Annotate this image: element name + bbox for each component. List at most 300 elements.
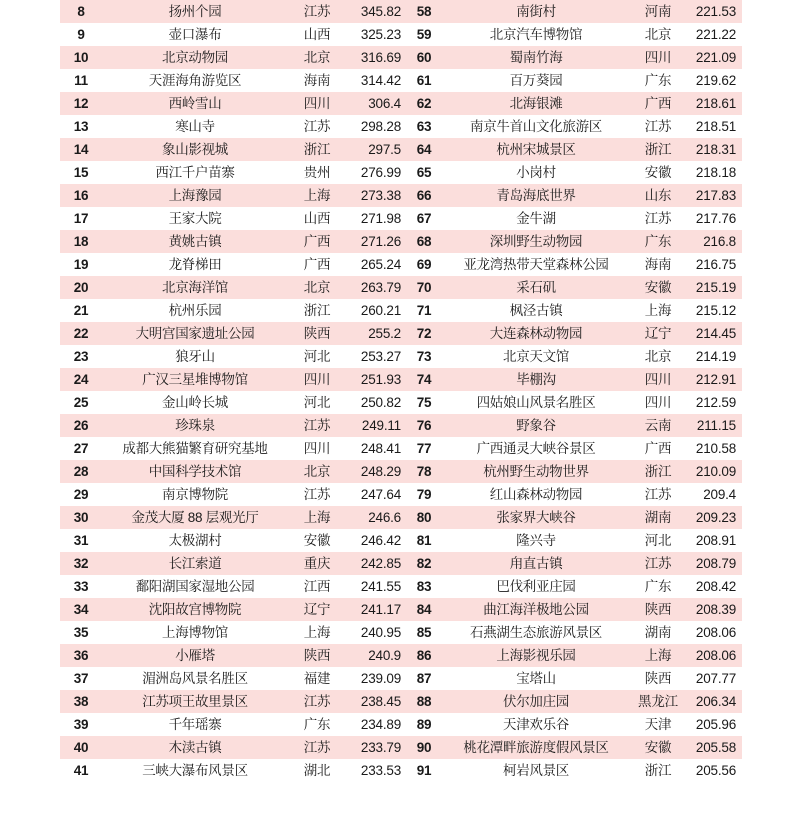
province-cell: 广东: [629, 230, 687, 253]
rank-cell: 31: [60, 529, 102, 552]
attraction-name-cell: 上海影视乐园: [443, 644, 629, 667]
table-row: [60, 391, 742, 414]
attraction-name-cell: 柯岩风景区: [443, 759, 629, 782]
attraction-name-cell: 扬州个园: [102, 0, 288, 23]
score-value-cell: 241.17: [346, 598, 401, 621]
province-cell: 江苏: [629, 552, 687, 575]
rank-cell: 67: [401, 207, 443, 230]
attraction-name-cell: 金牛湖: [443, 207, 629, 230]
province-cell: 四川: [629, 368, 687, 391]
rank-cell: 17: [60, 207, 102, 230]
rank-cell: 33: [60, 575, 102, 598]
province-cell: 四川: [288, 437, 346, 460]
attraction-name-cell: 壶口瀑布: [102, 23, 288, 46]
table-row: [60, 230, 742, 253]
province-cell: 广东: [288, 713, 346, 736]
province-cell: 江苏: [288, 0, 346, 23]
score-value-cell: 260.21: [346, 299, 401, 322]
attraction-name-cell: 寒山寺: [102, 115, 288, 138]
province-cell: 河北: [288, 345, 346, 368]
attraction-name-cell: 天涯海角游览区: [102, 69, 288, 92]
rank-cell: 35: [60, 621, 102, 644]
score-value-cell: 242.85: [346, 552, 401, 575]
rank-cell: 63: [401, 115, 443, 138]
province-cell: 山西: [288, 207, 346, 230]
rank-cell: 32: [60, 552, 102, 575]
attraction-name-cell: 宝塔山: [443, 667, 629, 690]
table-row: [60, 713, 742, 736]
attraction-name-cell: 天津欢乐谷: [443, 713, 629, 736]
table-row: [60, 460, 742, 483]
attraction-name-cell: 金茂大厦 88 层观光厅: [102, 506, 288, 529]
attraction-name-cell: 北京汽车博物馆: [443, 23, 629, 46]
score-value-cell: 250.82: [346, 391, 401, 414]
attraction-name-cell: 小雁塔: [102, 644, 288, 667]
province-cell: 广西: [288, 253, 346, 276]
rank-cell: 66: [401, 184, 443, 207]
province-cell: 湖南: [629, 621, 687, 644]
attraction-name-cell: 野象谷: [443, 414, 629, 437]
table-row: [60, 529, 742, 552]
table-row: [60, 736, 742, 759]
rank-cell: 40: [60, 736, 102, 759]
rank-cell: 72: [401, 322, 443, 345]
rank-cell: 19: [60, 253, 102, 276]
attraction-name-cell: 小岗村: [443, 161, 629, 184]
attraction-name-cell: 大连森林动物园: [443, 322, 629, 345]
rank-cell: 87: [401, 667, 443, 690]
rank-cell: 9: [60, 23, 102, 46]
attraction-name-cell: 四姑娘山风景名胜区: [443, 391, 629, 414]
score-value-cell: 345.82: [346, 0, 401, 23]
score-value-cell: 208.06: [687, 621, 742, 644]
province-cell: 河北: [629, 529, 687, 552]
score-value-cell: 251.93: [346, 368, 401, 391]
rank-cell: 84: [401, 598, 443, 621]
score-value-cell: 215.12: [687, 299, 742, 322]
score-value-cell: 233.53: [346, 759, 401, 782]
province-cell: 北京: [629, 345, 687, 368]
table-row: [60, 345, 742, 368]
attraction-name-cell: 采石矶: [443, 276, 629, 299]
attraction-name-cell: 南街村: [443, 0, 629, 23]
attraction-name-cell: 青岛海底世界: [443, 184, 629, 207]
attraction-name-cell: 黄姚古镇: [102, 230, 288, 253]
rank-cell: 21: [60, 299, 102, 322]
province-cell: 福建: [288, 667, 346, 690]
table-row: [60, 644, 742, 667]
rank-cell: 58: [401, 0, 443, 23]
province-cell: 安徽: [629, 736, 687, 759]
province-cell: 江苏: [629, 207, 687, 230]
score-value-cell: 206.34: [687, 690, 742, 713]
rank-cell: 61: [401, 69, 443, 92]
province-cell: 四川: [629, 46, 687, 69]
score-value-cell: 218.51: [687, 115, 742, 138]
rank-cell: 24: [60, 368, 102, 391]
score-value-cell: 221.22: [687, 23, 742, 46]
score-value-cell: 221.09: [687, 46, 742, 69]
attraction-name-cell: 桃花潭畔旅游度假风景区: [443, 736, 629, 759]
score-value-cell: 314.42: [346, 69, 401, 92]
rank-cell: 69: [401, 253, 443, 276]
table-row: [60, 207, 742, 230]
attraction-name-cell: 隆兴寺: [443, 529, 629, 552]
score-value-cell: 218.18: [687, 161, 742, 184]
province-cell: 山西: [288, 23, 346, 46]
rank-cell: 36: [60, 644, 102, 667]
ranking-table-body: [60, 0, 742, 782]
table-row: [60, 253, 742, 276]
table-row: [60, 23, 742, 46]
province-cell: 湖北: [288, 759, 346, 782]
province-cell: 江苏: [629, 115, 687, 138]
score-value-cell: 271.26: [346, 230, 401, 253]
score-value-cell: 276.99: [346, 161, 401, 184]
attraction-name-cell: 北京天文馆: [443, 345, 629, 368]
score-value-cell: 205.58: [687, 736, 742, 759]
attraction-name-cell: 张家界大峡谷: [443, 506, 629, 529]
score-value-cell: 263.79: [346, 276, 401, 299]
score-value-cell: 249.11: [346, 414, 401, 437]
attraction-name-cell: 西岭雪山: [102, 92, 288, 115]
score-value-cell: 246.42: [346, 529, 401, 552]
attraction-name-cell: 甪直古镇: [443, 552, 629, 575]
province-cell: 重庆: [288, 552, 346, 575]
attraction-name-cell: 上海博物馆: [102, 621, 288, 644]
rank-cell: 14: [60, 138, 102, 161]
province-cell: 浙江: [629, 759, 687, 782]
province-cell: 广东: [629, 69, 687, 92]
attraction-name-cell: 广汉三星堆博物馆: [102, 368, 288, 391]
attraction-name-cell: 毕棚沟: [443, 368, 629, 391]
score-value-cell: 216.8: [687, 230, 742, 253]
attraction-name-cell: 红山森林动物园: [443, 483, 629, 506]
attraction-name-cell: 北京动物园: [102, 46, 288, 69]
score-value-cell: 233.79: [346, 736, 401, 759]
rank-cell: 13: [60, 115, 102, 138]
rank-cell: 41: [60, 759, 102, 782]
score-value-cell: 218.61: [687, 92, 742, 115]
rank-cell: 75: [401, 391, 443, 414]
attraction-name-cell: 江苏项王故里景区: [102, 690, 288, 713]
attraction-name-cell: 沈阳故宫博物院: [102, 598, 288, 621]
province-cell: 陕西: [288, 644, 346, 667]
attraction-name-cell: 木渎古镇: [102, 736, 288, 759]
table-row: [60, 552, 742, 575]
rank-cell: 12: [60, 92, 102, 115]
rank-cell: 77: [401, 437, 443, 460]
province-cell: 安徽: [288, 529, 346, 552]
rank-cell: 68: [401, 230, 443, 253]
province-cell: 北京: [288, 460, 346, 483]
province-cell: 广东: [629, 575, 687, 598]
rank-cell: 39: [60, 713, 102, 736]
province-cell: 上海: [288, 621, 346, 644]
score-value-cell: 208.91: [687, 529, 742, 552]
rank-cell: 88: [401, 690, 443, 713]
province-cell: 江苏: [288, 115, 346, 138]
score-value-cell: 210.09: [687, 460, 742, 483]
rank-cell: 90: [401, 736, 443, 759]
attraction-name-cell: 曲江海洋极地公园: [443, 598, 629, 621]
rank-cell: 38: [60, 690, 102, 713]
rank-cell: 20: [60, 276, 102, 299]
province-cell: 河北: [288, 391, 346, 414]
attraction-name-cell: 北京海洋馆: [102, 276, 288, 299]
rank-cell: 86: [401, 644, 443, 667]
province-cell: 辽宁: [629, 322, 687, 345]
score-value-cell: 247.64: [346, 483, 401, 506]
rank-cell: 28: [60, 460, 102, 483]
rank-cell: 76: [401, 414, 443, 437]
province-cell: 浙江: [629, 138, 687, 161]
rank-cell: 23: [60, 345, 102, 368]
province-cell: 四川: [629, 391, 687, 414]
rank-cell: 91: [401, 759, 443, 782]
table-row: [60, 322, 742, 345]
province-cell: 江苏: [288, 690, 346, 713]
province-cell: 贵州: [288, 161, 346, 184]
rank-cell: 79: [401, 483, 443, 506]
attraction-name-cell: 太极湖村: [102, 529, 288, 552]
attraction-name-cell: 长江索道: [102, 552, 288, 575]
table-row: [60, 506, 742, 529]
score-value-cell: 207.77: [687, 667, 742, 690]
attraction-name-cell: 南京博物院: [102, 483, 288, 506]
score-value-cell: 273.38: [346, 184, 401, 207]
score-value-cell: 208.06: [687, 644, 742, 667]
score-value-cell: 217.76: [687, 207, 742, 230]
table-row: [60, 621, 742, 644]
table-row: [60, 69, 742, 92]
table-row: [60, 598, 742, 621]
attraction-name-cell: 百万葵园: [443, 69, 629, 92]
province-cell: 陕西: [629, 598, 687, 621]
province-cell: 湖南: [629, 506, 687, 529]
table-row: [60, 299, 742, 322]
province-cell: 江苏: [288, 483, 346, 506]
rank-cell: 16: [60, 184, 102, 207]
rank-cell: 15: [60, 161, 102, 184]
province-cell: 上海: [629, 644, 687, 667]
score-value-cell: 218.31: [687, 138, 742, 161]
province-cell: 天津: [629, 713, 687, 736]
province-cell: 江苏: [288, 736, 346, 759]
rank-cell: 25: [60, 391, 102, 414]
attraction-name-cell: 杭州乐园: [102, 299, 288, 322]
score-value-cell: 306.4: [346, 92, 401, 115]
table-row: [60, 184, 742, 207]
province-cell: 海南: [629, 253, 687, 276]
attraction-name-cell: 杭州宋城景区: [443, 138, 629, 161]
score-value-cell: 205.96: [687, 713, 742, 736]
score-value-cell: 215.19: [687, 276, 742, 299]
rank-cell: 70: [401, 276, 443, 299]
rank-cell: 89: [401, 713, 443, 736]
rank-cell: 62: [401, 92, 443, 115]
rank-cell: 64: [401, 138, 443, 161]
attraction-name-cell: 象山影视城: [102, 138, 288, 161]
table-row: [60, 138, 742, 161]
score-value-cell: 316.69: [346, 46, 401, 69]
province-cell: 海南: [288, 69, 346, 92]
attraction-name-cell: 金山岭长城: [102, 391, 288, 414]
attraction-name-cell: 狼牙山: [102, 345, 288, 368]
province-cell: 上海: [629, 299, 687, 322]
province-cell: 江苏: [629, 483, 687, 506]
attraction-name-cell: 北海银滩: [443, 92, 629, 115]
score-value-cell: 214.19: [687, 345, 742, 368]
rank-cell: 37: [60, 667, 102, 690]
score-value-cell: 217.83: [687, 184, 742, 207]
rank-cell: 82: [401, 552, 443, 575]
attraction-name-cell: 巴伐利亚庄园: [443, 575, 629, 598]
attraction-name-cell: 大明宫国家遗址公园: [102, 322, 288, 345]
table-row: [60, 575, 742, 598]
score-value-cell: 238.45: [346, 690, 401, 713]
province-cell: 河南: [629, 0, 687, 23]
score-value-cell: 253.27: [346, 345, 401, 368]
rank-cell: 81: [401, 529, 443, 552]
attraction-name-cell: 三峡大瀑布风景区: [102, 759, 288, 782]
score-value-cell: 248.29: [346, 460, 401, 483]
rank-cell: 73: [401, 345, 443, 368]
province-cell: 辽宁: [288, 598, 346, 621]
table-row: [60, 414, 742, 437]
rank-cell: 18: [60, 230, 102, 253]
rank-cell: 29: [60, 483, 102, 506]
rank-cell: 83: [401, 575, 443, 598]
table-row: [60, 667, 742, 690]
rank-cell: 85: [401, 621, 443, 644]
province-cell: 浙江: [288, 299, 346, 322]
province-cell: 广西: [629, 437, 687, 460]
score-value-cell: 240.95: [346, 621, 401, 644]
province-cell: 陕西: [629, 667, 687, 690]
attraction-name-cell: 龙脊梯田: [102, 253, 288, 276]
rank-cell: 27: [60, 437, 102, 460]
attraction-name-cell: 湄洲岛风景名胜区: [102, 667, 288, 690]
score-value-cell: 271.98: [346, 207, 401, 230]
score-value-cell: 219.62: [687, 69, 742, 92]
rank-cell: 11: [60, 69, 102, 92]
table-row: [60, 0, 742, 23]
attraction-name-cell: 伏尔加庄园: [443, 690, 629, 713]
attraction-name-cell: 蜀南竹海: [443, 46, 629, 69]
score-value-cell: 209.4: [687, 483, 742, 506]
attraction-name-cell: 中国科学技术馆: [102, 460, 288, 483]
rank-cell: 80: [401, 506, 443, 529]
province-cell: 上海: [288, 184, 346, 207]
score-value-cell: 208.79: [687, 552, 742, 575]
score-value-cell: 214.45: [687, 322, 742, 345]
rank-cell: 74: [401, 368, 443, 391]
score-value-cell: 297.5: [346, 138, 401, 161]
attraction-name-cell: 珍珠泉: [102, 414, 288, 437]
score-value-cell: 205.56: [687, 759, 742, 782]
rank-cell: 78: [401, 460, 443, 483]
score-value-cell: 234.89: [346, 713, 401, 736]
province-cell: 北京: [288, 276, 346, 299]
attraction-name-cell: 枫泾古镇: [443, 299, 629, 322]
province-cell: 黑龙江: [629, 690, 687, 713]
table-row: [60, 276, 742, 299]
attraction-name-cell: 上海豫园: [102, 184, 288, 207]
attraction-name-cell: 成都大熊猫繁育研究基地: [102, 437, 288, 460]
province-cell: 江西: [288, 575, 346, 598]
rank-cell: 26: [60, 414, 102, 437]
table-row: [60, 759, 742, 782]
attraction-name-cell: 鄱阳湖国家湿地公园: [102, 575, 288, 598]
rank-cell: 60: [401, 46, 443, 69]
score-value-cell: 246.6: [346, 506, 401, 529]
table-row: [60, 483, 742, 506]
score-value-cell: 208.39: [687, 598, 742, 621]
attraction-name-cell: 石燕湖生态旅游风景区: [443, 621, 629, 644]
province-cell: 北京: [629, 23, 687, 46]
rank-cell: 30: [60, 506, 102, 529]
province-cell: 浙江: [629, 460, 687, 483]
province-cell: 安徽: [629, 161, 687, 184]
ranking-table: [60, 0, 742, 782]
province-cell: 陕西: [288, 322, 346, 345]
table-row: [60, 115, 742, 138]
rank-cell: 8: [60, 0, 102, 23]
table-row: [60, 368, 742, 391]
score-value-cell: 255.2: [346, 322, 401, 345]
score-value-cell: 241.55: [346, 575, 401, 598]
ranking-table-container: [60, 0, 742, 782]
province-cell: 江苏: [288, 414, 346, 437]
score-value-cell: 212.59: [687, 391, 742, 414]
score-value-cell: 239.09: [346, 667, 401, 690]
rank-cell: 59: [401, 23, 443, 46]
score-value-cell: 211.15: [687, 414, 742, 437]
score-value-cell: 216.75: [687, 253, 742, 276]
score-value-cell: 240.9: [346, 644, 401, 667]
province-cell: 山东: [629, 184, 687, 207]
score-value-cell: 325.23: [346, 23, 401, 46]
score-value-cell: 298.28: [346, 115, 401, 138]
attraction-name-cell: 杭州野生动物世界: [443, 460, 629, 483]
attraction-name-cell: 亚龙湾热带天堂森林公园: [443, 253, 629, 276]
province-cell: 云南: [629, 414, 687, 437]
table-row: [60, 690, 742, 713]
province-cell: 广西: [288, 230, 346, 253]
rank-cell: 10: [60, 46, 102, 69]
rank-cell: 65: [401, 161, 443, 184]
province-cell: 四川: [288, 368, 346, 391]
attraction-name-cell: 西江千户苗寨: [102, 161, 288, 184]
rank-cell: 34: [60, 598, 102, 621]
attraction-name-cell: 广西通灵大峡谷景区: [443, 437, 629, 460]
rank-cell: 22: [60, 322, 102, 345]
score-value-cell: 265.24: [346, 253, 401, 276]
score-value-cell: 212.91: [687, 368, 742, 391]
province-cell: 广西: [629, 92, 687, 115]
province-cell: 上海: [288, 506, 346, 529]
attraction-name-cell: 深圳野生动物园: [443, 230, 629, 253]
rank-cell: 71: [401, 299, 443, 322]
score-value-cell: 209.23: [687, 506, 742, 529]
province-cell: 安徽: [629, 276, 687, 299]
score-value-cell: 221.53: [687, 0, 742, 23]
attraction-name-cell: 王家大院: [102, 207, 288, 230]
score-value-cell: 248.41: [346, 437, 401, 460]
attraction-name-cell: 千年瑶寨: [102, 713, 288, 736]
province-cell: 北京: [288, 46, 346, 69]
